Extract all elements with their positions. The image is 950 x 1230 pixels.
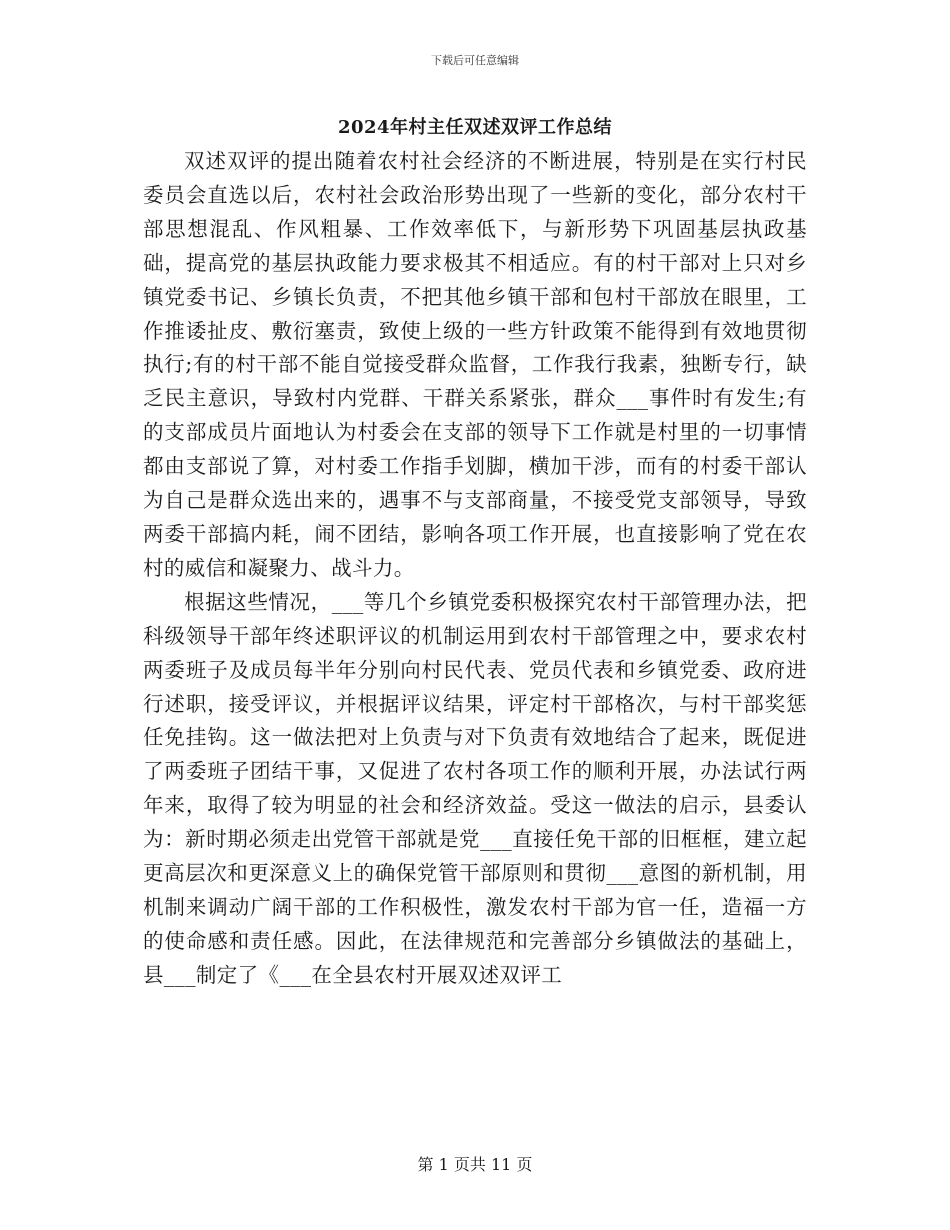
document-body: [143, 145, 807, 993]
document-title: 2024年村主任双述双评工作总结: [337, 117, 613, 138]
body-paragraph: 根据这些情况，___等几个乡镇党委积极探究农村干部管理办法，把科级领导干部年终述职评议的机制运用到农村干部管理之中，要求农村两委班子及成员每半年分别向村民代表、党员代表和乡镇党委、政府进行述职，接受评议，并根据评议结果，评定村干部格次，与村干部奖惩任免挂钩。这一做法把对上负责与对下负责有效地结合了起来，既促进了两委班子团结干事，又促进了农村各项工作的顺利开展，办法试行两年来，取得了较为明显的社会和经济效益。受这一做法的启示，县委认为：新时期必须走出党管干部就是党___直接任免干部的旧框框，建立起更高层次和更深意义上的确保党管干部原则和贯彻___意图的新机制，用机制来调动广阔干部的工作积极性，激发农村干部为官一任，造福一方的使命感和责任感。因此，在法律规范和完善部分乡镇做法的基础上，县___制定了《___在全县农村开展双述双评工: [143, 589, 807, 987]
body-paragraph: 双述双评的提出随着农村社会经济的不断进展，特别是在实行村民委员会直选以后，农村社会政治形势出现了一些新的变化，部分农村干部思想混乱、作风粗暴、工作效率低下，与新形势下巩固基层执政基础，提高党的基层执政能力要求极其不相适应。有的村干部对上只对乡镇党委书记、乡镇长负责，不把其他乡镇干部和包村干部放在眼里，工作推诿扯皮、敷衍塞责，致使上级的一些方针政策不能得到有效地贯彻执行;有的村干部不能自觉接受群众监督，工作我行我素，独断专行，缺乏民主意识，导致村内党群、干群关系紧张，群众___事件时有发生;有的支部成员片面地认为村委会在支部的领导下工作就是村里的一切事情都由支部说了算，对村委工作指手划脚，横加干涉，而有的村委干部认为自己是群众选出来的，遇事不与支部商量，不接受党支部领导，导致两委干部搞内耗，闹不团结，影响各项工作开展，也直接影响了党在农村的威信和凝聚力、战斗力。: [143, 149, 807, 580]
page-number: 第 1 页共 11 页: [417, 1155, 533, 1174]
page-header-note: 下载后可任意编辑: [431, 54, 519, 67]
